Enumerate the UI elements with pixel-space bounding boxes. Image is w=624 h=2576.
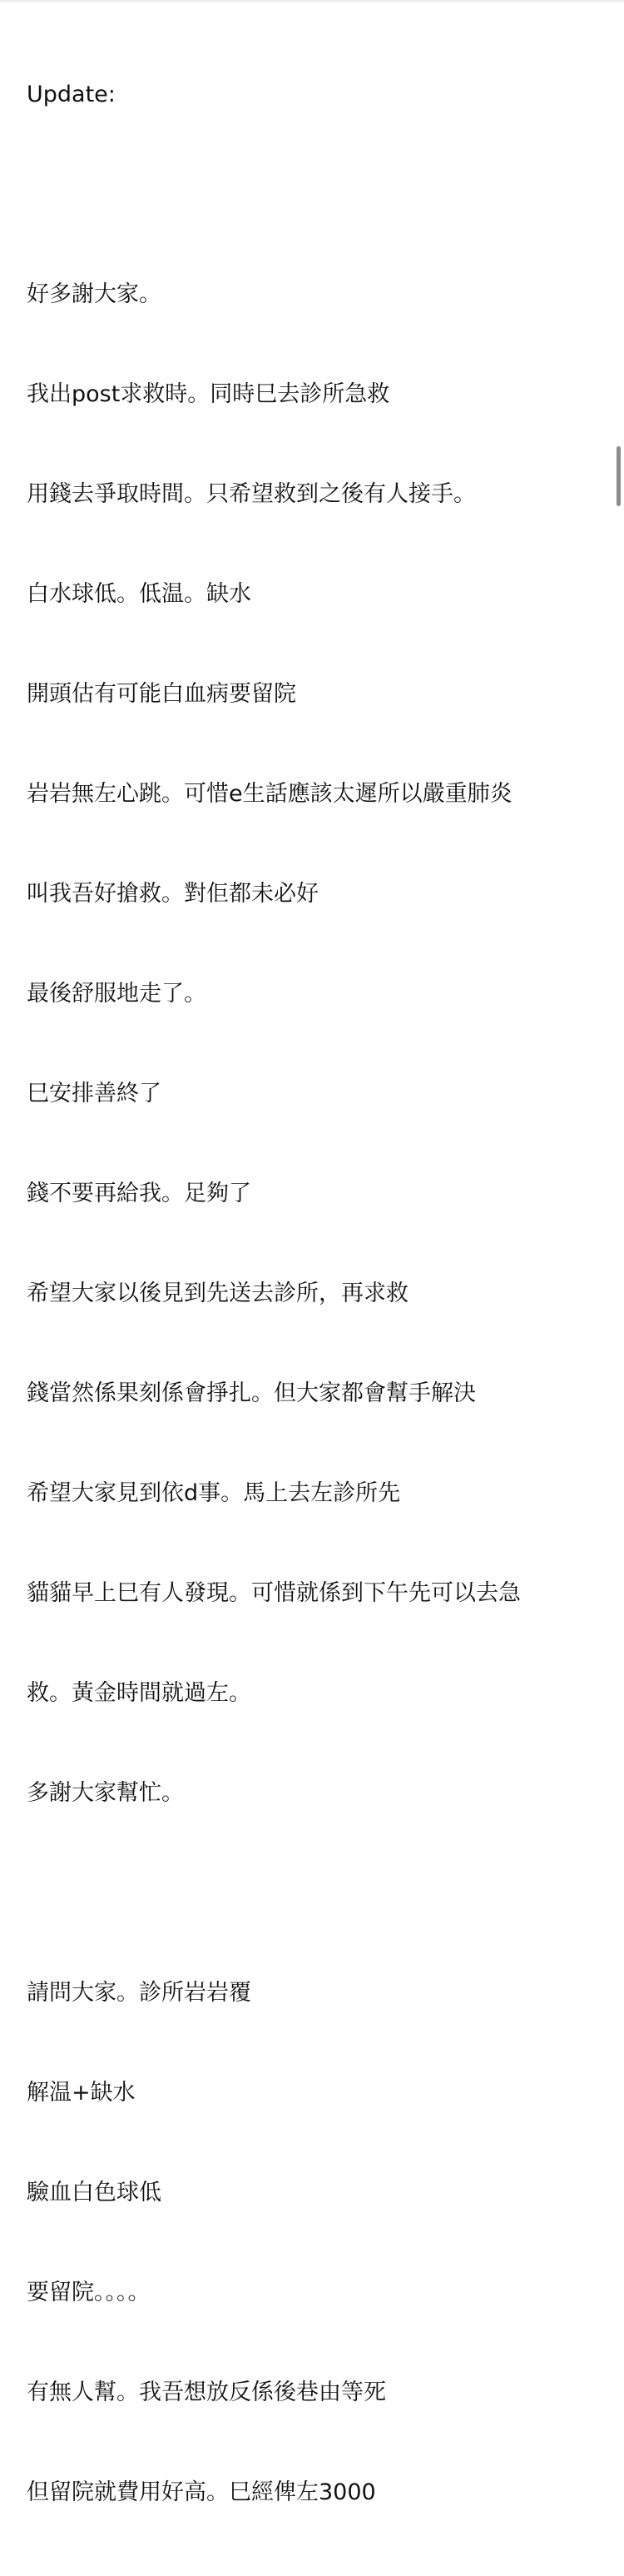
post-line: Update: [27,82,116,107]
post-line: 開頭估有可能白血病要留院 [27,681,296,707]
post-line: 希望大家以後見到先送去診所，再求救 [27,1281,409,1306]
vertical-scrollbar[interactable] [614,0,622,844]
post-line: 錢當然係果刻係會掙扎。但大家都會幫手解決 [27,1380,476,1406]
post-line: 最後舒服地走了。 [27,981,206,1007]
post-line: 叫我吾好搶救。對佢都未必好 [27,881,319,907]
post-line: 岩岩無左心跳。可惜e生話應該太遲所以嚴重肺炎 [27,781,513,807]
post-line: 用錢去爭取時間。只希望救到之後有人接手。 [27,481,476,507]
post-line: 但留院就費用好高。巳經俾左3000 [27,2479,376,2505]
post-line-blank [27,178,601,211]
post-line-blank [27,1877,601,1910]
post-line: 請問大家。診所岩岩覆 [27,1980,251,2006]
post-line: 希望大家見到依d事。馬上去左診所先 [27,1480,401,1506]
post-line: 巳安排善終了 [27,1081,161,1106]
top-divider [0,0,624,3]
scrollbar-thumb[interactable] [617,446,621,506]
post-body[interactable] [27,12,601,2576]
post-line: 解温+缺水 [27,2080,136,2106]
post-line: 有無人幫。我吾想放反係後巷由等死 [27,2380,386,2405]
post-line: 貓貓早上巳有人發現。可惜就係到下午先可以去急 [27,1580,521,1606]
post-line: 驗血白色球低 [27,2180,161,2206]
post-line: 要留院。。。。 [27,2280,151,2305]
post-line: 我出post求救時。同時巳去診所急救 [27,381,390,407]
post-line: 多謝大家幫忙。 [27,1780,184,1806]
post-line: 白水球低。低温。缺水 [27,581,251,607]
post-line: 救。黃金時間就過左。 [27,1680,251,1706]
post-line: 錢不要再給我。足夠了 [27,1181,251,1206]
post-line: 好多謝大家。 [27,281,161,307]
